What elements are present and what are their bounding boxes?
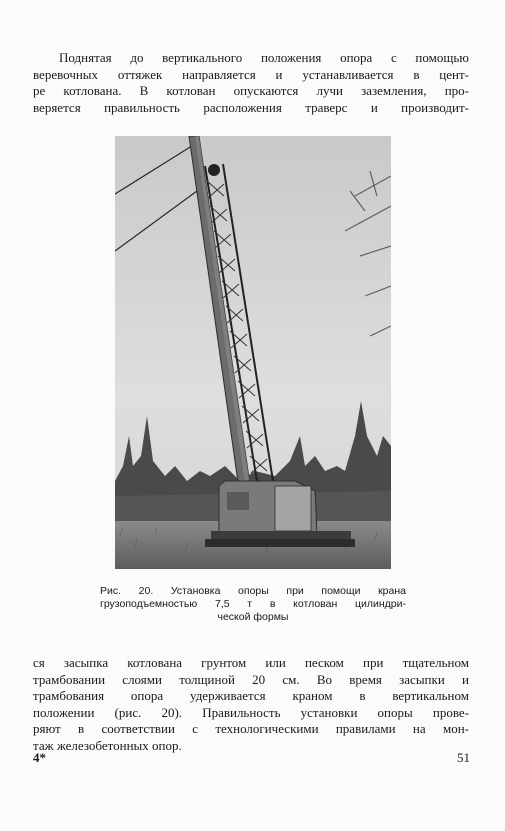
text-line: веряется правильность расположения траверс и производит- — [33, 99, 469, 115]
text-line: таж железобетонных опор. — [33, 737, 182, 753]
text-line: ся засыпка котлована грунтом или песком при тщательном — [33, 655, 469, 670]
text-line: трамбовании слоями толщиной 20 см. Во время засыпки и — [33, 671, 469, 687]
crane-photo-illustration — [115, 136, 391, 569]
signature-mark: 4* — [33, 750, 46, 765]
top-paragraph — [33, 50, 469, 116]
caption-line: грузоподъемностью 7,5 т в котлован цилиндри- — [100, 598, 406, 610]
text-line: веревочных оттяжек направляется и устанавливается в цент- — [33, 66, 469, 82]
crane-photo — [115, 136, 391, 569]
figure-caption — [100, 585, 406, 624]
text-line: положении (рис. 20). Правильность установки опоры прове- — [33, 704, 469, 720]
caption-line: ческой формы — [217, 611, 289, 623]
text-line: трамбования опора удерживается краном в вертикальном — [33, 688, 469, 703]
caption-line: Рис. 20. Установка опоры при помощи крана — [100, 585, 406, 597]
text-line: ряют в соответствии с технологическими правилами на мон- — [33, 721, 469, 736]
page-number: 51 — [457, 750, 470, 765]
bottom-paragraph — [33, 655, 469, 754]
text-line: Поднятая до вертикального положения опора с помощью — [59, 50, 469, 65]
text-line: ре котлована. В котлован опускаются лучи заземления, про- — [33, 83, 469, 98]
